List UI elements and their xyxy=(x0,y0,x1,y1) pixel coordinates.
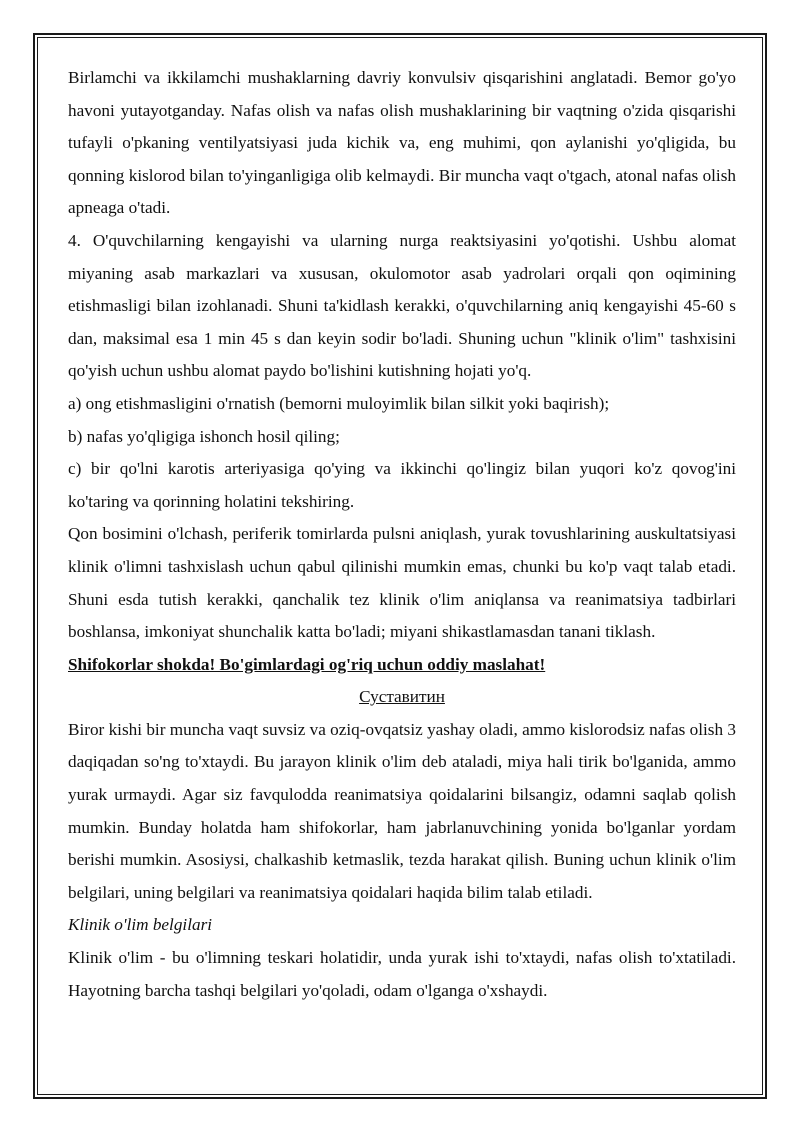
ad-heading-link[interactable]: Shifokorlar shokda! Bo'gimlardagi og'riq uchun oddiy maslahat! xyxy=(68,654,546,674)
paragraph-agonal-breathing: Birlamchi va ikkilamchi mushaklarning davriy konvulsiv qisqarishini anglatadi. Bemor go'yo havoni yutayotganday. Nafas olish va nafas olish mushaklarining bir vaqtning o'zida qisqarishi tufayli o'pkaning ventilyatsiyasi juda kichik va, eng muhimi, qon aylanishi yo'qligida, bu qonning kislorod bilan to'yinganligiga olib kelmaydi. Bir muncha vaqt o'tgach, atonal nafas olish apneaga o'tadi. xyxy=(68,68,736,218)
paragraph-diagnosis: Qon bosimini o'lchash, periferik tomirlarda pulsni aniqlash, yurak tovushlarining auskultatsiyasi klinik o'limni tashxislash uchun qabul qilinishi mumkin emas, chunki bu ko'p vaqt talab etadi. Shuni esda tutish kerakki, qanchalik tez klinik o'lim aniqlansa va reanimatsiya tadbirlari boshlansa, imkoniyat shunchalik katta bo'ladi; miyani shikastlamasdan tanani tiklash. xyxy=(68,524,736,642)
document-body xyxy=(68,62,736,1007)
list-item-a: a) ong etishmasligini o'rnatish (bemorni muloyimlik bilan silkit yoki baqirish); xyxy=(68,393,610,413)
paragraph-clinical-death: Klinik o'lim - bu o'limning teskari holatidir, unda yurak ishi to'xtaydi, nafas olish to'xtatiladi. Hayotning barcha tashqi belgilari yo'qoladi, odam o'lganga o'xshaydi. xyxy=(68,948,736,1000)
product-link[interactable]: Суставитин xyxy=(359,687,445,707)
list-item-b: b) nafas yo'qligiga ishonch hosil qiling; xyxy=(68,426,340,446)
paragraph-oxygen: Biror kishi bir muncha vaqt suvsiz va oziq-ovqatsiz yashay oladi, ammo kislorodsiz nafas olish 3 daqiqadan so'ng to'xtaydi. Bu jarayon klinik o'lim deb ataladi, miya hali tirik bo'lganida, ammo yurak urmaydi. Agar siz favqulodda reanimatsiya qoidalarini bilsangiz, odamni saqlab qolish mumkin. Bunday holatda ham shifokorlar, ham jabrlanuvchining yonida bo'lganlar yordam berishi mumkin. Asosiysi, chalkashib ketmaslik, tezda harakat qilish. Buning uchun klinik o'lim belgilari, uning belgilari va reanimatsiya qoidalari haqida bilim talab etiladi. xyxy=(68,719,736,902)
list-item-c: c) bir qo'lni karotis arteriyasiga qo'ying va ikkinchi qo'lingiz bilan yuqori ko'z qovog'ini ko'taring va qorinning holatini tekshiring. xyxy=(68,459,736,511)
section-subheading: Klinik o'lim belgilari xyxy=(68,915,213,935)
paragraph-pupil-dilation: 4. O'quvchilarning kengayishi va ularning nurga reaktsiyasini yo'qotishi. Ushbu alomat miyaning asab markazlari va xususan, okulomotor asab yadrolari orqali qon oqimining etishmasligi bilan izohlanadi. Shuni ta'kidlash kerakki, o'quvchilarning aniq kengayishi 45-60 s dan, maksimal esa 1 min 45 s dan keyin sodir bo'ladi. Shuning uchun "klinik o'lim" tashxisini qo'yish uchun ushbu alomat paydo bo'lishini kutishning hojati yo'q. xyxy=(68,230,736,381)
